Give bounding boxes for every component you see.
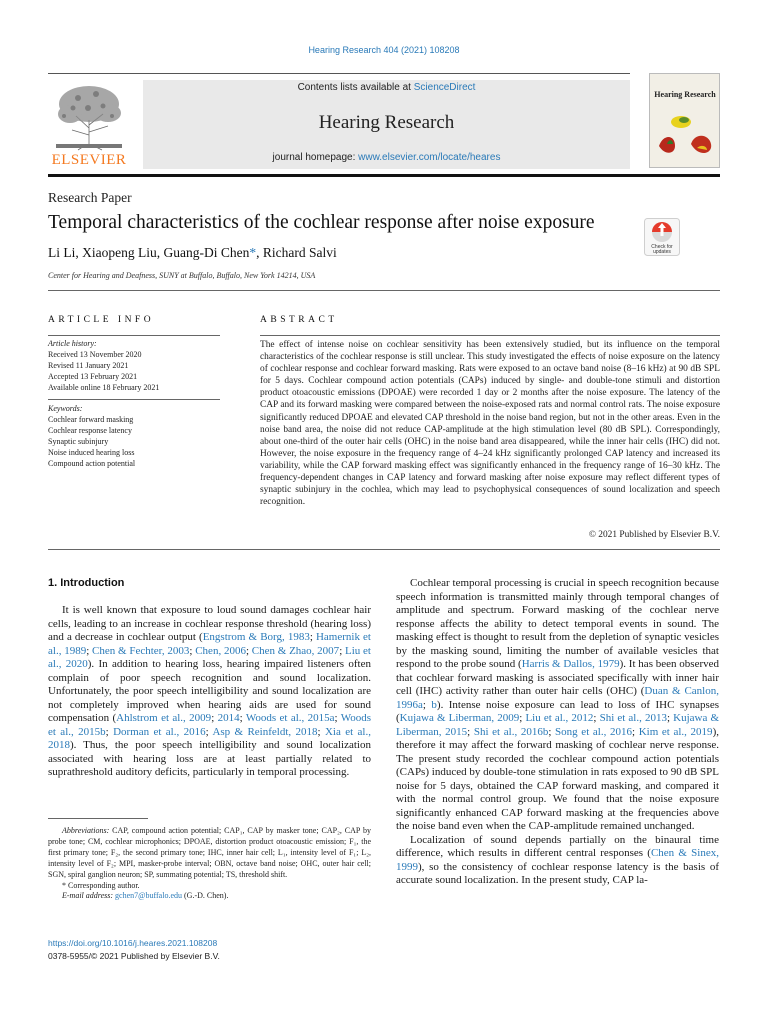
body-text: ; (467, 725, 474, 738)
intro-paragraph-1 (48, 604, 371, 780)
header-rule (48, 73, 630, 74)
citation-link[interactable]: Dorman et al., 2016 (113, 725, 206, 738)
keyword: Noise induced hearing loss (48, 448, 135, 457)
abbreviations-text: CAP, compound action potential; CAP₁, CAP by masker tone; CAP₂, CAP by probe tone; CM, cochlear microphonics; DPOAE, distortion product otoacoustic emission; F₁, the first primary tone; F₂, the second primary tone; IHC, inner hair cell; L₁, intensity level of F₁; L₂, intensity level of F₂; MPI, masker-probe interval; OBN, octave band noise; OHC, outer hair cell; SGN, spiral ganglion neuron; SP, summating potential; TS, threshold shift. (48, 826, 371, 879)
citation-link[interactable]: Xia et al., 2018 (48, 725, 371, 751)
corresponding-author-note: * Corresponding author. (62, 880, 140, 890)
authors-part-2: , Richard Salvi (256, 245, 337, 260)
article-history (48, 338, 220, 393)
body-text: ; (86, 644, 93, 657)
citation-link[interactable]: Chen & Sinex, 1999 (396, 847, 719, 873)
footnotes (48, 826, 371, 902)
body-text: Localization of sound depends partially on the binaural time difference, which results in different central responses ( (396, 833, 719, 859)
article-type: Research Paper (48, 190, 132, 205)
citation-link[interactable]: Woods et al., 2015a (245, 712, 335, 724)
citation-link[interactable]: Asp & Reinfeldt, 2018 (212, 725, 318, 738)
check-for-updates-icon[interactable] (644, 218, 680, 256)
check-for-updates-label-2: updates (653, 249, 671, 255)
body-text: ; (317, 725, 325, 738)
body-right-column (396, 577, 719, 888)
keyword: Synaptic subinjury (48, 437, 109, 446)
email-suffix: (G.-D. Chen). (182, 891, 229, 901)
affiliation-rule (48, 290, 720, 291)
introduction-heading: 1. Introduction (48, 577, 125, 589)
citation-link[interactable]: Shi et al., 2016b (473, 725, 549, 738)
author-list (48, 245, 337, 261)
affiliation: Center for Hearing and Deafness, SUNY at Buffalo, Buffalo, New York 14214, USA (48, 271, 316, 280)
citation-link[interactable]: Liu et al., 2020 (48, 644, 371, 670)
keyword: Cochlear response latency (48, 426, 132, 435)
citation-link[interactable]: Chen & Zhao, 2007 (251, 644, 340, 657)
check-for-updates-label-1: Check for (651, 244, 673, 250)
citation-link[interactable]: Kujawa & Liberman, 2009 (399, 712, 520, 724)
history-revised: Revised 11 January 2021 (48, 361, 129, 370)
email-label: E-mail address: (62, 891, 114, 901)
keywords (48, 403, 220, 469)
contents-prefix: Contents lists available at (297, 82, 414, 93)
body-text: ). It has been observed that cochlear forward masking is associated specifically with inner hair cell (IHC) activity rather than outer hair cells (OHC) ( (396, 658, 720, 697)
body-text: ; (519, 712, 526, 724)
citation-link[interactable]: Ahlstrom et al., 2009 (116, 712, 212, 724)
journal-title: Hearing Research (318, 112, 455, 133)
body-text: ; (189, 644, 196, 657)
body-text: ), therefore it may affect the forward masking of cochlear nerve response. The present study recorded the cochlear compound action potentials (CAPs) induced by double-tone stimulation in rats exposed to 90 dB SPL noise for 5 days, obtained the CAP forward masking, and compared it with the normal control group. We found that the noise exposure significantly enhanced CAP forward masking at the frequencies above the noise band even when the CAP-amplitude remained unchanged. (396, 725, 719, 832)
citation-link[interactable]: Liu et al., 2012 (525, 712, 594, 724)
article-title: Temporal characteristics of the cochlear response after noise exposure (48, 212, 595, 233)
history-received: Received 13 November 2020 (48, 350, 142, 359)
citation-link[interactable]: Harris & Dallos, 1979 (521, 658, 620, 670)
citation-link[interactable]: Kujawa & Liberman, 2015 (396, 712, 720, 738)
history-online: Available online 18 February 2021 (48, 383, 160, 392)
body-text: ; (211, 712, 218, 724)
abstract-heading: ABSTRACT (260, 315, 338, 325)
body-text: ; (548, 725, 556, 738)
homepage-line (143, 152, 630, 163)
history-label: Article history: (48, 339, 97, 348)
abstract-copyright: © 2021 Published by Elsevier B.V. (588, 530, 720, 540)
citation-link[interactable]: Song et al., 2016 (555, 725, 632, 738)
body-text: ). Intense noise exposure can lead to loss of IHC synapses ( (396, 698, 719, 724)
citation-link[interactable]: Shi et al., 2013 (599, 712, 667, 724)
keywords-label: Keywords: (48, 404, 83, 413)
citation-link[interactable]: Engstrom & Borg, 1983 (202, 631, 310, 643)
citation-link[interactable]: Woods et al., 2015b (48, 712, 372, 738)
homepage-prefix: journal homepage: (272, 152, 359, 163)
corresponding-author-mark[interactable]: * (249, 245, 257, 260)
citation-link[interactable]: Kim et al., 2019 (638, 725, 713, 738)
body-text: ; (205, 725, 213, 738)
intro-paragraph-3 (396, 834, 719, 888)
authors-part-1: Li Li, Xiaopeng Liu, Guang-Di Chen (48, 245, 250, 260)
body-text: ; (105, 725, 114, 738)
elsevier-wordmark[interactable]: ELSEVIER (51, 152, 127, 168)
journal-citation[interactable]: Hearing Research 404 (2021) 108208 (308, 45, 460, 55)
sciencedirect-link[interactable]: ScienceDirect (413, 82, 476, 93)
citation-link[interactable]: Hamernik et al., 1989 (48, 631, 371, 657)
body-text: ; (245, 644, 252, 657)
issn-line: 0378-5955/© 2021 Published by Elsevier B.V. (48, 951, 220, 961)
body-text: ; (239, 712, 246, 724)
body-text: ; (334, 712, 341, 724)
cover-artwork (651, 104, 718, 166)
citation-link[interactable]: Chen & Fechter, 2003 (92, 644, 190, 657)
citation-link[interactable]: b (431, 698, 437, 711)
citation-link[interactable]: Duan & Canlon, 1996a (396, 685, 719, 711)
history-accepted: Accepted 13 February 2021 (48, 372, 138, 381)
journal-homepage-link[interactable]: www.elsevier.com/locate/heares (358, 152, 501, 163)
abstract-rule (260, 335, 720, 336)
body-text: ; (631, 725, 639, 738)
intro-paragraph-2 (396, 577, 719, 834)
body-text: ; (309, 631, 316, 643)
abstract-end-rule (48, 549, 720, 550)
body-text: ), so the consistency of cochlear response latency is the basis of accurate sound localization. In the present study, CAP la- (396, 860, 719, 886)
doi-link[interactable]: https://doi.org/10.1016/j.heares.2021.108208 (48, 938, 218, 948)
contents-line (143, 82, 630, 93)
body-text: ; (666, 712, 674, 724)
keyword: Compound action potential (48, 459, 136, 468)
email-link[interactable]: gchen7@buffalo.edu (115, 891, 183, 901)
citation-link[interactable]: 2014 (217, 712, 240, 724)
body-text: It is well known that exposure to loud sound damages cochlear hair cells, leading to an increase in cochlear response threshold (hearing loss) and a decrease in cochlear output ( (48, 604, 371, 643)
body-text: ; (339, 644, 346, 657)
cover-title: Hearing Research (654, 90, 716, 99)
keyword: Cochlear forward masking (48, 415, 134, 424)
citation-link[interactable]: Chen, 2006 (195, 644, 246, 657)
body-text: ). Thus, the poor speech intelligibility and sound localization associated with hearing loss are at least partially related to suprathreshold auditory deficits, particularly in temporal processing. (48, 739, 371, 778)
body-text: ; (593, 712, 600, 724)
body-text: ; (422, 698, 432, 711)
keywords-rule (48, 399, 220, 400)
abstract-text: The effect of intense noise on cochlear sensitivity has been extensively studied, but its influence on the temporal characteristics of the cochlear response is still unclear. This study investigated the effects of noise exposure on the latency of cochlear response and cochlear forward masking. Rats were exposed to an octave band noise (8–16 kHz) at 90 dB SPL for 5 days. Cochlear compound action potentials (CAPs) induced by single- and double-tone stimuli and distortion product otoacoustic emissions (DPOAE) were recorded 1 day or 2 months after the noise exposure. The latency of the CAP and its forward masking were compared between the noise-exposed rats and normal control rats. The noise exposure significantly reduced DPOAE and elevated CAP threshold in the noise band region, but not in the other areas. Even in the noise band area, the noise did not reduce CAP-amplitude at the high stimulation level (80 dB SPL). Correspondingly, about one-third of the outer hair cells (OHC) in the noise band area disappeared, while the inner hair cells (IHC) did not. However, the noise exposure in the frequency range of 4–24 kHz significantly prolonged CAP latency and increased its variability, while the CAP forward masking effect was significantly enhanced in the frequency range of 16–30 kHz. The frequency-dependent changes in CAP latency and forward masking after noise exposure may reflect different types of synaptic subinjury in the cochlea, which may lead to psychophysical consequences of sound localization and speech recognition. (260, 340, 720, 508)
body-left-column (48, 604, 371, 780)
abbreviations-label: Abbreviations: (62, 826, 110, 835)
header-thick-rule (48, 174, 720, 177)
email-footnote (48, 891, 371, 902)
abbreviations-footnote (48, 826, 371, 881)
article-info-heading: ARTICLE INFO (48, 315, 155, 325)
article-info-rule (48, 335, 220, 336)
body-text: ). In addition to hearing loss, hearing impaired listeners often complain of poor speech recognition and sound localization. Unfortunately, the poor speech intelligibility and sound localization are not completely improved when hearing aids are used for sound compensation ( (48, 658, 371, 724)
body-text: Cochlear temporal processing is crucial in speech recognition because speech information is transmitted mainly through temporal changes of amplitude and spectrum. Forward masking of the cochlear nerve response affects the ability to detect temporal events in sound. The masking effect is thought to result from the depletion of synaptic vesicles by the masking sound, limiting the number of available vesicles that respond to the probe sound ( (396, 577, 719, 670)
footnote-rule (48, 818, 148, 819)
